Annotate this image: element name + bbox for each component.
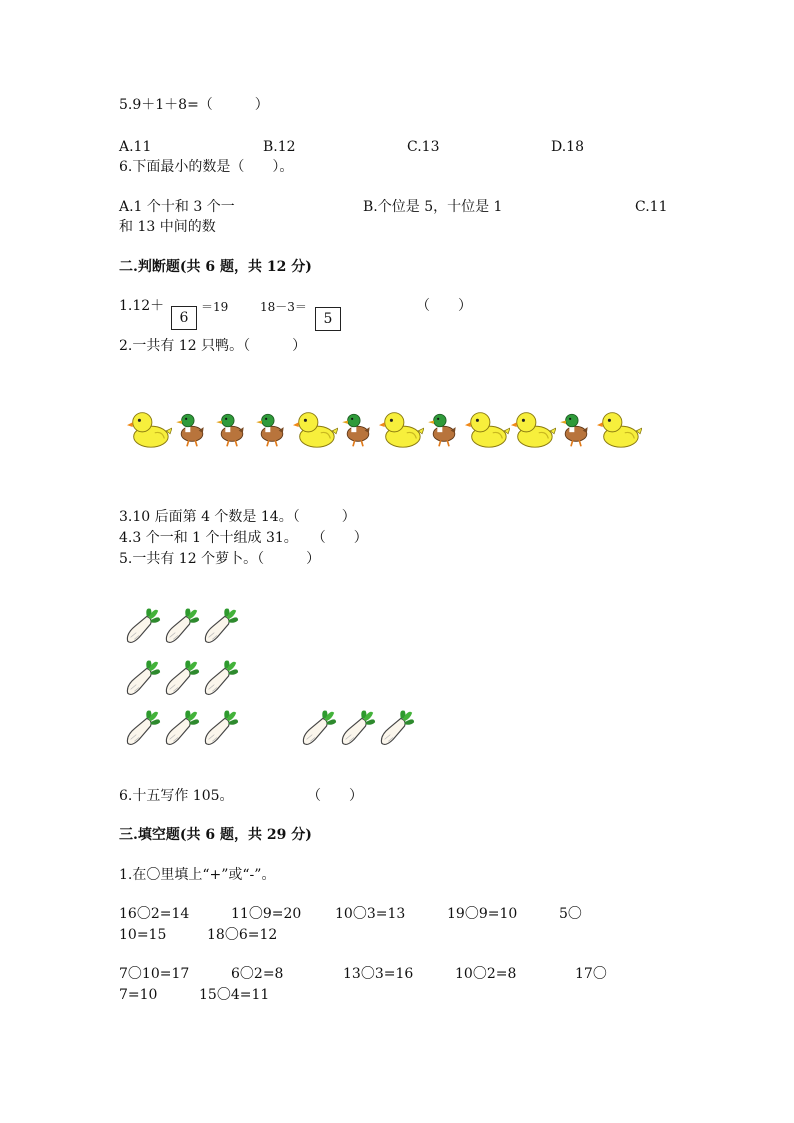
judge-q1-eq1-right: ＝19 bbox=[201, 300, 229, 314]
judge-q5: 5.一共有 12 个萝卜。（ ） bbox=[119, 551, 321, 567]
judge-q1-paren: （ ） bbox=[416, 298, 472, 314]
section-2-title: 二.判断题(共 6 题，共 12 分) bbox=[119, 259, 312, 275]
q6-option-c: C.11 bbox=[635, 199, 668, 215]
yellow-duck-icon bbox=[126, 405, 172, 451]
radish-icon bbox=[200, 706, 240, 748]
yellow-duck-icon bbox=[292, 405, 338, 451]
fill-row1-item: 19〇9=10 bbox=[447, 906, 518, 922]
q6-option-a: A.1 个十和 3 个一 bbox=[119, 199, 235, 215]
mallard-duck-icon bbox=[212, 405, 252, 451]
fill-row2b-item: 7=10 bbox=[119, 987, 158, 1003]
radish-icon bbox=[337, 706, 377, 748]
fill-row1b-item: 18〇6=12 bbox=[207, 927, 278, 943]
q6-option-c-continued: 和 13 中间的数 bbox=[119, 219, 216, 235]
mallard-duck-icon bbox=[556, 405, 596, 451]
fill-row2-item: 13〇3=16 bbox=[343, 966, 414, 982]
fill-row1-item: 5〇 bbox=[559, 906, 582, 922]
fill-row2-item: 7〇10=17 bbox=[119, 966, 190, 982]
duck-row bbox=[126, 405, 642, 451]
radish-icon bbox=[122, 706, 162, 748]
fill-row2-item: 17〇 bbox=[575, 966, 607, 982]
mallard-duck-icon bbox=[172, 405, 212, 451]
q6-option-b: B.个位是 5，十位是 1 bbox=[363, 199, 503, 215]
yellow-duck-icon bbox=[464, 405, 510, 451]
radish-icon bbox=[298, 706, 338, 748]
mallard-duck-icon bbox=[252, 405, 292, 451]
yellow-duck-icon bbox=[596, 405, 642, 451]
judge-q4: 4.3 个一和 1 个十组成 31。 （ ） bbox=[119, 530, 368, 546]
radish-icon bbox=[200, 656, 240, 698]
fill-row1-item: 10〇3=13 bbox=[335, 906, 406, 922]
fill-row2-item: 10〇2=8 bbox=[455, 966, 517, 982]
judge-q1-eq1-left: 1.12＋ bbox=[119, 298, 165, 314]
judge-q1-box2: 5 bbox=[315, 307, 341, 331]
judge-q1-box1: 6 bbox=[171, 306, 197, 330]
question-5-stem: 5.9＋1＋8=（ ） bbox=[119, 97, 269, 113]
yellow-duck-icon bbox=[510, 405, 556, 451]
radish-icon bbox=[376, 706, 416, 748]
q5-option-b: B.12 bbox=[263, 139, 296, 155]
radish-icon bbox=[161, 604, 201, 646]
fill-q1-stem: 1.在〇里填上“+”或“-”。 bbox=[119, 867, 276, 883]
judge-q1-eq2-left: 18－3＝ bbox=[260, 300, 307, 314]
radish-icon bbox=[161, 656, 201, 698]
yellow-duck-icon bbox=[378, 405, 424, 451]
fill-row1-item: 16〇2=14 bbox=[119, 906, 190, 922]
fill-row1b-item: 10=15 bbox=[119, 927, 167, 943]
q5-option-a: A.11 bbox=[119, 139, 152, 155]
q5-option-c: C.13 bbox=[407, 139, 440, 155]
mallard-duck-icon bbox=[338, 405, 378, 451]
radish-icon bbox=[122, 656, 162, 698]
mallard-duck-icon bbox=[424, 405, 464, 451]
radish-icon bbox=[161, 706, 201, 748]
fill-row1-item: 11〇9=20 bbox=[231, 906, 302, 922]
fill-row2-item: 6〇2=8 bbox=[231, 966, 284, 982]
judge-q3: 3.10 后面第 4 个数是 14。（ ） bbox=[119, 509, 356, 525]
question-6-stem: 6.下面最小的数是（ ）。 bbox=[119, 159, 294, 175]
fill-row2b-item: 15〇4=11 bbox=[199, 987, 270, 1003]
judge-q6: 6.十五写作 105。 bbox=[119, 788, 234, 804]
radish-icon bbox=[200, 604, 240, 646]
radish-icon bbox=[122, 604, 162, 646]
section-3-title: 三.填空题(共 6 题，共 29 分) bbox=[119, 827, 312, 843]
judge-q2: 2.一共有 12 只鸭。（ ） bbox=[119, 338, 307, 354]
q5-option-d: D.18 bbox=[551, 139, 584, 155]
judge-q6-paren: （ ） bbox=[307, 788, 363, 804]
